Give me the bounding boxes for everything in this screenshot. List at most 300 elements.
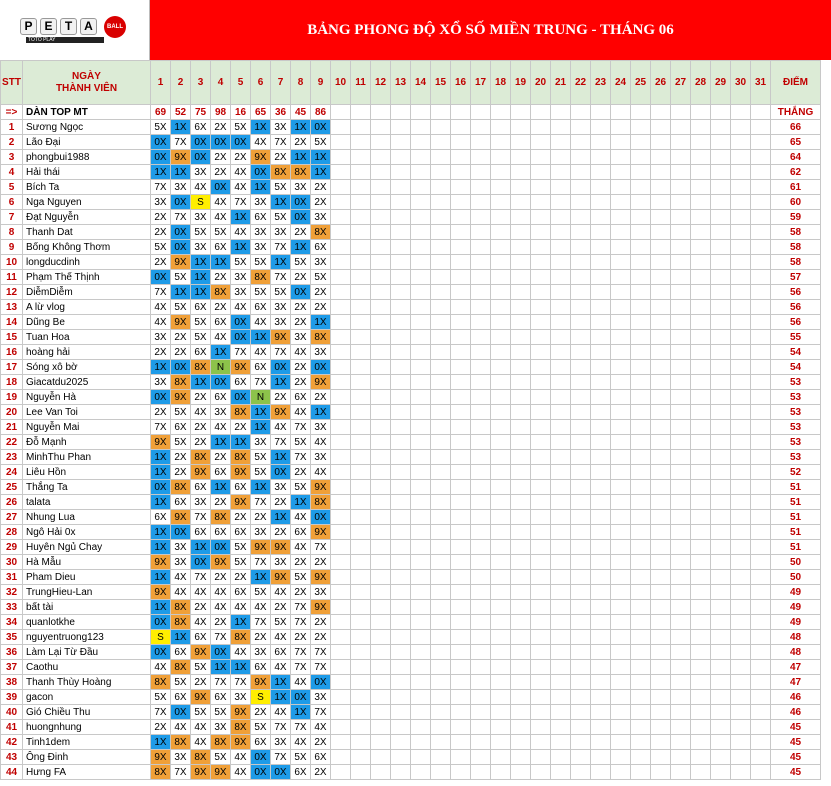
empty-cell [471,165,491,180]
row-number: 33 [1,600,23,615]
empty-cell [391,540,411,555]
empty-cell [671,720,691,735]
table-row [1,345,821,360]
empty-cell [671,210,691,225]
empty-cell [591,300,611,315]
result-cell: 1X [231,210,251,225]
empty-cell [551,465,571,480]
member-score: 58 [771,225,821,240]
empty-cell [611,300,631,315]
empty-cell [511,660,531,675]
result-cell: 2X [311,300,331,315]
result-cell: 4X [271,660,291,675]
empty-cell [531,765,551,780]
empty-cell [571,555,591,570]
empty-cell [431,195,451,210]
empty-cell [451,570,471,585]
empty-cell [531,120,551,135]
empty-cell [471,765,491,780]
member-name: Thanh Dat [23,225,151,240]
empty-cell [351,210,371,225]
empty-cell [611,285,631,300]
empty-cell [591,285,611,300]
empty-cell [751,210,771,225]
result-cell: 1X [291,705,311,720]
empty-cell [331,450,351,465]
result-cell: 0X [151,135,171,150]
result-cell: 9X [311,480,331,495]
empty-cell [431,105,451,120]
empty-cell [511,150,531,165]
empty-cell [671,750,691,765]
empty-cell [751,705,771,720]
empty-cell [631,750,651,765]
empty-cell [591,180,611,195]
result-cell: 5X [171,405,191,420]
empty-cell [711,285,731,300]
result-cell: 4X [271,420,291,435]
logo-letter: A [80,18,97,35]
empty-cell [591,690,611,705]
empty-cell [751,600,771,615]
empty-cell [551,360,571,375]
row-number: 36 [1,645,23,660]
empty-cell [491,345,511,360]
empty-cell [631,225,651,240]
result-cell: 0X [251,165,271,180]
table-row [1,705,821,720]
empty-cell [651,525,671,540]
empty-cell [451,150,471,165]
day-header: 23 [591,61,611,105]
result-cell: 1X [191,255,211,270]
empty-cell [531,690,551,705]
empty-cell [451,555,471,570]
empty-cell [511,630,531,645]
member-score: 50 [771,555,821,570]
result-cell: 6X [191,630,211,645]
result-cell: 0X [291,690,311,705]
empty-cell [371,540,391,555]
empty-cell [411,255,431,270]
empty-cell [751,285,771,300]
empty-cell [471,525,491,540]
empty-cell [511,405,531,420]
empty-cell [391,420,411,435]
empty-cell [611,315,631,330]
empty-cell [711,495,731,510]
result-cell: 8X [151,765,171,780]
result-cell: 6X [251,660,271,675]
result-cell: 3X [211,405,231,420]
result-cell: 1X [151,570,171,585]
result-cell: 2X [191,420,211,435]
empty-cell [531,240,551,255]
empty-cell [431,465,451,480]
empty-cell [331,465,351,480]
empty-cell [471,375,491,390]
empty-cell [651,255,671,270]
empty-cell [731,390,751,405]
row-number: 2 [1,135,23,150]
result-cell: 7X [291,720,311,735]
result-cell: 7X [151,705,171,720]
empty-cell [671,495,691,510]
empty-cell [571,255,591,270]
result-cell: 6X [291,390,311,405]
table-row [1,480,821,495]
empty-cell [551,645,571,660]
empty-cell [731,255,751,270]
empty-cell [571,480,591,495]
result-cell: 3X [191,240,211,255]
result-cell: 3X [251,195,271,210]
empty-cell [471,195,491,210]
member-name: Ngô Hải 0x [23,525,151,540]
empty-cell [451,645,471,660]
empty-cell [711,225,731,240]
empty-cell [691,645,711,660]
empty-cell [591,225,611,240]
empty-cell [491,375,511,390]
member-score: 49 [771,615,821,630]
day-header: 10 [331,61,351,105]
table-row [1,765,821,780]
empty-cell [511,105,531,120]
result-cell: 2X [291,555,311,570]
result-cell: 8X [171,600,191,615]
empty-cell [451,480,471,495]
empty-cell [551,420,571,435]
table-row [1,720,821,735]
empty-cell [711,675,731,690]
result-cell: 8X [211,285,231,300]
table-row [1,180,821,195]
empty-cell [351,375,371,390]
empty-cell [591,540,611,555]
empty-cell [591,210,611,225]
empty-cell [611,435,631,450]
member-name: MinhThu Phan [23,450,151,465]
row-number: 39 [1,690,23,705]
empty-cell [431,765,451,780]
empty-cell [611,660,631,675]
empty-cell [751,585,771,600]
result-cell: 5X [291,435,311,450]
member-name: Thắng Ta [23,480,151,495]
result-cell: 2X [191,675,211,690]
row-number: 40 [1,705,23,720]
empty-cell [611,480,631,495]
empty-cell [471,480,491,495]
empty-cell [391,675,411,690]
empty-cell [411,750,431,765]
result-cell: 6X [271,645,291,660]
empty-cell [691,660,711,675]
empty-cell [471,180,491,195]
result-cell: 2X [291,135,311,150]
empty-cell [331,345,351,360]
empty-cell [691,555,711,570]
result-cell: 3X [151,375,171,390]
empty-cell [611,510,631,525]
empty-cell [651,720,671,735]
day-header: 28 [691,61,711,105]
empty-cell [351,390,371,405]
empty-cell [711,615,731,630]
empty-cell [391,300,411,315]
empty-cell [431,225,451,240]
result-cell: 5X [211,225,231,240]
empty-cell [431,300,451,315]
day-header: 27 [671,61,691,105]
empty-cell [591,495,611,510]
result-cell: 0X [251,750,271,765]
result-cell: 4X [211,210,231,225]
empty-cell [451,690,471,705]
empty-cell [551,570,571,585]
empty-cell [711,210,731,225]
empty-cell [391,585,411,600]
result-cell: 8X [231,450,251,465]
empty-cell [631,675,651,690]
empty-cell [531,135,551,150]
empty-cell [731,495,751,510]
table-row [1,675,821,690]
header-row [1,61,821,105]
result-cell: 9X [231,495,251,510]
empty-cell [391,360,411,375]
empty-cell [571,210,591,225]
empty-cell [751,510,771,525]
result-cell: 1X [291,150,311,165]
empty-cell [551,165,571,180]
empty-cell [351,360,371,375]
empty-cell [531,630,551,645]
empty-cell [691,675,711,690]
empty-cell [651,135,671,150]
empty-cell [391,465,411,480]
empty-cell [531,615,551,630]
row-number: 7 [1,210,23,225]
empty-cell [391,405,411,420]
empty-cell [531,195,551,210]
empty-cell [631,765,651,780]
result-cell: 3X [251,525,271,540]
empty-cell [731,540,751,555]
empty-cell [511,690,531,705]
empty-cell [351,735,371,750]
member-name: Caothu [23,660,151,675]
result-cell: 5X [251,450,271,465]
empty-cell [691,285,711,300]
empty-cell [531,555,551,570]
result-cell: 8X [311,225,331,240]
result-cell: 3X [311,210,331,225]
empty-cell [531,570,551,585]
result-cell: 7X [171,135,191,150]
empty-cell [351,105,371,120]
result-cell: N [251,390,271,405]
result-cell: 7X [291,600,311,615]
result-cell: 7X [311,660,331,675]
result-cell: 0X [271,360,291,375]
empty-cell [651,345,671,360]
empty-cell [371,765,391,780]
empty-cell [371,480,391,495]
empty-cell [571,675,591,690]
empty-cell [411,630,431,645]
empty-cell [351,420,371,435]
empty-cell [551,210,571,225]
empty-cell [631,555,651,570]
empty-cell [351,675,371,690]
result-cell: 8X [311,495,331,510]
result-cell: 4X [211,330,231,345]
empty-cell [431,135,451,150]
result-cell: 7X [271,240,291,255]
empty-cell [731,315,751,330]
row-number: 24 [1,465,23,480]
empty-cell [511,120,531,135]
empty-cell [611,705,631,720]
empty-cell [371,660,391,675]
empty-cell [391,525,411,540]
empty-cell [531,285,551,300]
empty-cell [351,480,371,495]
empty-cell [651,105,671,120]
empty-cell [571,315,591,330]
table-row [1,735,821,750]
empty-cell [451,465,471,480]
result-cell: 1X [191,375,211,390]
page-header [0,0,831,60]
empty-cell [411,420,431,435]
member-score: 45 [771,720,821,735]
result-cell: 7X [271,720,291,735]
empty-cell [331,660,351,675]
result-cell: 9X [191,690,211,705]
empty-cell [731,750,751,765]
empty-cell [331,315,351,330]
member-score: 53 [771,450,821,465]
result-cell: 6X [211,690,231,705]
result-cell: 4X [231,300,251,315]
result-cell: 2X [291,300,311,315]
empty-cell [491,285,511,300]
table-row [1,240,821,255]
empty-cell [611,450,631,465]
result-cell: 9X [171,315,191,330]
empty-cell [351,450,371,465]
result-cell: 3X [151,330,171,345]
empty-cell [751,690,771,705]
empty-cell [471,750,491,765]
result-cell: 6X [231,525,251,540]
empty-cell [611,420,631,435]
empty-cell [691,255,711,270]
member-score: 66 [771,120,821,135]
result-cell: 5X [191,330,211,345]
empty-cell [711,420,731,435]
result-cell: 0X [291,210,311,225]
empty-cell [711,465,731,480]
table-row [1,465,821,480]
empty-cell [691,615,711,630]
row-number: 30 [1,555,23,570]
empty-cell [471,495,491,510]
result-cell: 0X [151,480,171,495]
empty-cell [671,645,691,660]
empty-cell [391,690,411,705]
day-header: 1 [151,61,171,105]
empty-cell [331,525,351,540]
empty-cell [611,600,631,615]
result-cell: 4X [231,600,251,615]
empty-cell [491,360,511,375]
empty-cell [491,135,511,150]
empty-cell [531,645,551,660]
empty-cell [411,195,431,210]
member-score: 52 [771,465,821,480]
result-cell: 5X [171,435,191,450]
result-cell: 3X [271,480,291,495]
day-header: 11 [351,61,371,105]
empty-cell [511,750,531,765]
empty-cell [691,270,711,285]
empty-cell [371,300,391,315]
empty-cell [491,705,511,720]
empty-cell [331,135,351,150]
empty-cell [511,315,531,330]
empty-cell [371,315,391,330]
empty-cell [491,720,511,735]
empty-cell [491,540,511,555]
empty-cell [711,360,731,375]
row-number: 10 [1,255,23,270]
result-cell: 2X [151,210,171,225]
empty-cell [691,240,711,255]
result-cell: 4X [191,405,211,420]
empty-cell [671,600,691,615]
empty-cell [511,285,531,300]
empty-cell [591,765,611,780]
empty-cell [651,705,671,720]
result-cell: 7X [291,420,311,435]
day-header: 6 [251,61,271,105]
empty-cell [531,540,551,555]
result-cell: 2X [251,630,271,645]
empty-cell [411,540,431,555]
result-cell: 0X [151,645,171,660]
empty-cell [511,510,531,525]
empty-cell [631,720,651,735]
empty-cell [591,375,611,390]
empty-cell [431,690,451,705]
empty-cell [671,660,691,675]
empty-cell [391,120,411,135]
empty-cell [551,720,571,735]
empty-cell [391,150,411,165]
result-cell: 4X [171,585,191,600]
empty-cell [491,300,511,315]
result-cell: 2X [151,405,171,420]
peta-logo [20,16,130,44]
empty-cell [691,630,711,645]
empty-cell [431,645,451,660]
member-score: 49 [771,585,821,600]
top-row [1,105,821,120]
